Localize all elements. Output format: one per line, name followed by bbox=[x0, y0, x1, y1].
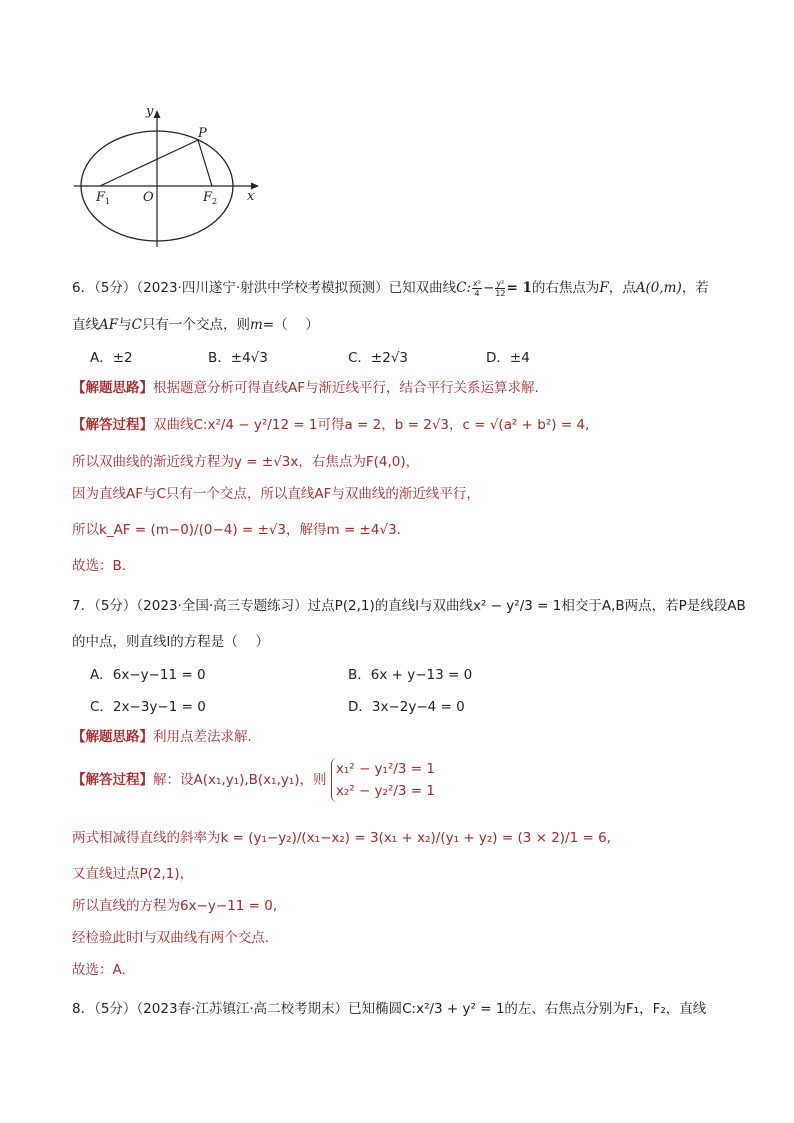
q6-option-c: C．±2√3 bbox=[348, 350, 409, 366]
q6-proc2: 所以双曲线的渐近线方程为y = ±√3x，右焦点为F(4,0)， bbox=[72, 454, 420, 470]
q6-mid2: ，点 bbox=[608, 280, 636, 296]
q6-prefix: 6．（5分）（2023·四川遂宁·射洪中学校考模拟预测）已知双曲线 bbox=[72, 280, 457, 296]
q7-equation-system bbox=[331, 758, 435, 802]
q6-proc1 bbox=[72, 415, 589, 435]
q6-idea-text: 根据题意分析可得直线AF与渐近线平行，结合平行关系运算求解. bbox=[153, 380, 539, 396]
q7-idea bbox=[72, 727, 252, 747]
q7-option-b: B．6x + y−13 = 0 bbox=[348, 667, 473, 683]
q7-idea-tag: 【解题思路】 bbox=[72, 729, 153, 745]
q6-proc1-text: 双曲线C:x²/4 − y²/12 = 1可得a = 2，b = 2√3，c = √(a² + b²) = 4, bbox=[153, 417, 590, 433]
q6-m: m bbox=[249, 317, 263, 333]
q6-answer: 故选：B. bbox=[72, 558, 127, 574]
q7-proc2: 两式相减得直线的斜率为k = (y₁−y₂)/(x₁−x₂) = 3(x₁ + x₂)/(y₁ + y₂) = (3 × 2)/1 = 6, bbox=[72, 830, 611, 846]
q6-end: ，若 bbox=[681, 280, 709, 296]
q6-af: AF bbox=[99, 317, 119, 333]
q6-option-a: A．±2 bbox=[90, 350, 133, 366]
q6-frac-x: $\frac{\text{x²}}{4}$ bbox=[473, 278, 481, 298]
segment-f1-p bbox=[100, 140, 198, 186]
q6-point-a: A(0,m) bbox=[635, 280, 682, 296]
q7-proc5: 经检验此时l与双曲线有两个交点. bbox=[72, 930, 270, 946]
q7-proc1 bbox=[72, 758, 435, 802]
q7-answer: 故选：A. bbox=[72, 962, 126, 978]
q6-frac-y: $\frac{\text{y²}}{12}$ bbox=[495, 278, 506, 298]
q6-line1: 6．（5分）（2023·四川遂宁·射洪中学校考模拟预测）已知双曲线C: $\frac{\text{x²}}{4}$ − $\frac{\text{y²}}{12}$ = 1的右焦点为F，点A(0,m)，若 bbox=[72, 278, 709, 298]
q7-proc-tag: 【解答过程】 bbox=[72, 772, 153, 788]
q6-f-var: F bbox=[599, 280, 609, 296]
q6-proc4: 所以k_AF = (m−0)/(0−4) = ±√3，解得m = ±4√3. bbox=[72, 522, 401, 538]
q7-idea-text: 利用点差法求解. bbox=[153, 729, 252, 745]
q7-proc4: 所以直线的方程为6x−y−11 = 0, bbox=[72, 898, 278, 914]
q7-line1: 7．（5分）（2023·全国·高三专题练习）过点P(2,1)的直线l与双曲线x² − y²/3 = 1相交于A,B两点，若P是线段AB bbox=[72, 598, 746, 614]
q7-proc1-text: 解：设A(x₁,y₁),B(x₁,y₁)，则 bbox=[153, 772, 327, 788]
q6-c: C bbox=[131, 317, 142, 333]
q6-proc-tag: 【解答过程】 bbox=[72, 417, 153, 433]
q6-option-d: D．±4 bbox=[486, 350, 530, 366]
q6-idea-tag: 【解题思路】 bbox=[72, 380, 153, 396]
q6-eq-tail: = 1 bbox=[506, 280, 532, 296]
q6-line2-d: =（ ） bbox=[262, 317, 319, 333]
label-o: O bbox=[143, 190, 154, 205]
y-axis-arrow bbox=[154, 110, 161, 118]
q6-line2 bbox=[72, 315, 319, 335]
q6-line2-c: 只有一个交点，则 bbox=[141, 317, 250, 333]
q7-option-d: D．3x−2y−4 = 0 bbox=[348, 699, 465, 715]
q7-sys2: x₂² − y₂²/3 = 1 bbox=[335, 783, 435, 799]
q6-line2-b: 与 bbox=[118, 317, 132, 333]
q7-option-a: A．6x−y−11 = 0 bbox=[90, 667, 206, 683]
q6-option-b: B．±4√3 bbox=[208, 350, 268, 366]
q7-sys1: x₁² − y₁²/3 = 1 bbox=[335, 761, 435, 777]
q6-mid: 的右焦点为 bbox=[531, 280, 600, 296]
label-f1: $F_1$ bbox=[96, 190, 111, 206]
q7-option-c: C．2x−3y−1 = 0 bbox=[90, 699, 206, 715]
ellipse-figure bbox=[0, 0, 794, 260]
q6-idea bbox=[72, 378, 539, 398]
label-y: y bbox=[146, 104, 154, 119]
q6-c-var: C: bbox=[456, 280, 472, 296]
label-f2: $F_2$ bbox=[203, 190, 218, 206]
q6-proc3: 因为直线AF与C只有一个交点，所以直线AF与双曲线的渐近线平行， bbox=[72, 486, 480, 502]
label-x: x bbox=[247, 189, 255, 204]
q7-proc3: 又直线过点P(2,1)， bbox=[72, 866, 194, 882]
q6-line2-a: 直线 bbox=[72, 317, 99, 333]
q8-line1: 8．（5分）（2023春·江苏镇江·高二校考期末）已知椭圆C:x²/3 + y² = 1的左、右焦点分别为F₁，F₂，直线 bbox=[72, 1001, 707, 1017]
q7-line2: 的中点，则直线l的方程是（ ） bbox=[72, 634, 270, 650]
label-p: P bbox=[198, 126, 207, 141]
